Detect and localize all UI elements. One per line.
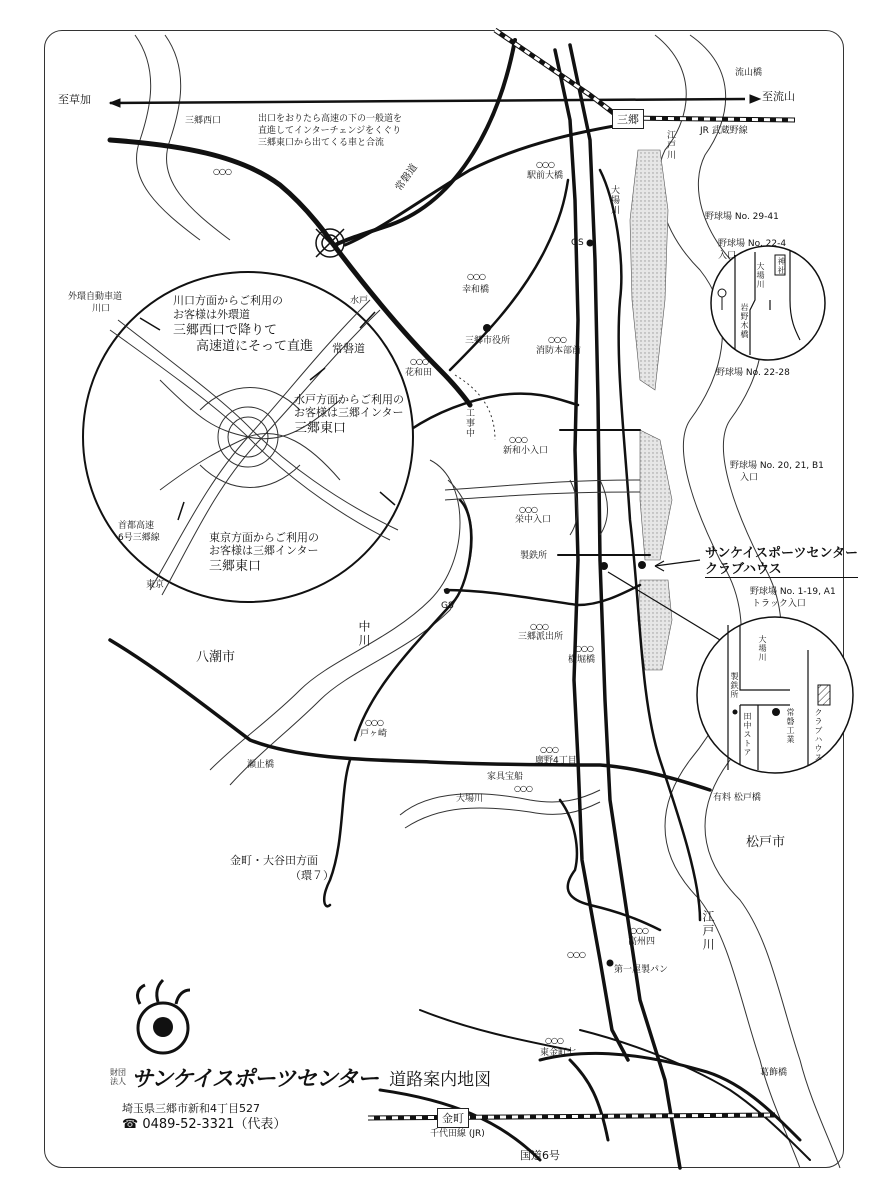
city-hall-label: 三郷市役所: [465, 336, 511, 346]
top-road: [110, 95, 760, 107]
station-misato: 三郷: [612, 109, 644, 129]
from-tokyo-3: 三郷東口: [209, 559, 262, 574]
tanaka-store-label: 田中ストア: [743, 712, 752, 757]
steel-works-label: 製鉄所: [520, 551, 548, 561]
from-mito-1: 水戸方面からご利用の: [294, 393, 404, 406]
title-block: [110, 1062, 491, 1093]
field-22-4-entry: 入口: [718, 251, 737, 261]
direction-soka: 至草加: [58, 93, 91, 106]
kanamachi-ring-label: （環７）: [290, 869, 334, 882]
todasaki-label: 戸ヶ崎: [360, 729, 388, 739]
main-roads: [110, 40, 810, 1168]
sports-center-callout: [705, 546, 858, 578]
hanawada-label: 花和田: [405, 368, 433, 378]
inset-kawaguchi: 川口: [92, 304, 111, 314]
misato-nishi-label: 三郷西口: [185, 116, 222, 126]
exit-note-1: 出口をおりたら高速の下の一般道を: [258, 114, 403, 124]
field-20-21-entry: 入口: [740, 473, 759, 483]
inset-gaikan: 外環自動車道: [68, 292, 123, 302]
okaba-river-label: 大場川: [456, 794, 484, 804]
clubhouse-label: クラブハウス: [814, 708, 823, 762]
foundation-label: [110, 1069, 126, 1087]
central-canal: [445, 480, 640, 535]
shrine-label: 神社: [777, 257, 786, 275]
sekitome-bridge-label: 瀬止橋: [247, 760, 275, 770]
yokobori-bridge-label: 横堀橋: [568, 655, 596, 665]
phone: ☎ 0489-52-3321（代表）: [122, 1117, 287, 1132]
shrine-inset-okaba: 大場川: [756, 262, 765, 289]
field-1-19: 野球場 No. 1-19, A1: [750, 587, 836, 597]
construction-label: 工事中: [464, 408, 474, 438]
field-29-41: 野球場 No. 29-41: [705, 212, 779, 222]
gs-label-1: GS: [571, 238, 584, 248]
matsudo-bridge-label: 有料 松戸橋: [713, 793, 761, 803]
shinwa-entry-label: 新和小入口: [503, 446, 549, 456]
field-22-28: 野球場 No. 22-28: [716, 368, 790, 378]
yashio-city-label: 八潮市: [196, 650, 236, 665]
hiroya-label: 廣野4丁目: [535, 756, 577, 766]
route6-label: 国道6号: [520, 1149, 560, 1162]
from-kawaguchi-2: お客様は外環道: [173, 308, 250, 321]
clubhouse-inset: [697, 617, 853, 773]
inset-joban: 常磐道: [332, 342, 365, 355]
from-kawaguchi-4: 高速道にそって直進: [196, 339, 314, 354]
ekimae-bridge-label: 駅前大橋: [527, 171, 564, 181]
map-title: 道路案内地図: [389, 1070, 492, 1090]
misato-police-label: 三郷派出所: [518, 632, 564, 642]
from-tokyo-2: お客様は三郷インター: [209, 544, 319, 557]
logo: [138, 980, 190, 1053]
direction-nagareyama: 至流山: [762, 90, 795, 103]
nagareyama-bridge-label: 流山橋: [735, 68, 763, 78]
clubhouse-inset-steel: 製鉄所: [730, 672, 739, 699]
okaba-river: [400, 790, 600, 828]
chiyoda-railway: [368, 1115, 775, 1118]
field-22-4: 野球場 No. 22-4: [718, 239, 787, 249]
from-kawaguchi-3: 三郷西口で降りて: [173, 323, 278, 338]
kanamachi-direction-label: 金町・大谷田方面: [230, 854, 318, 867]
kuzusaka-bridge-label: 葛飾橋: [760, 1068, 788, 1078]
furniture-store-label: 家具宝船: [487, 772, 524, 782]
edogawa-top-label: 江戸川: [665, 130, 675, 160]
matsudo-city-label: 松戸市: [746, 835, 786, 850]
fire-dept-label: 消防本部前: [536, 346, 582, 356]
okaba-river-vertical: 大場川: [609, 185, 619, 215]
inset-mito: 水戸: [350, 296, 369, 306]
inset-shuto-2: 6号三郷線: [118, 533, 160, 543]
from-kawaguchi-1: 川口方面からご利用の: [173, 294, 283, 307]
railway-chiyoda-label: 千代田線 (JR): [430, 1129, 485, 1139]
shrine-inset: [711, 246, 825, 360]
inset-tokyo: 東京: [146, 580, 165, 590]
from-mito-3: 三郷東口: [294, 421, 347, 436]
sakae-entry-label: 栄中入口: [515, 515, 552, 525]
daiichi-pan-label: 第一屋製パン: [614, 965, 669, 975]
foundation-line-2: 法人: [110, 1076, 126, 1086]
address: 埼玉県三郷市新和4丁目527: [122, 1102, 260, 1115]
exit-note-3: 三郷東口から出てくる車と合流: [258, 138, 385, 148]
from-tokyo-1: 東京方面からご利用の: [209, 531, 319, 544]
station-kanamachi: 金町: [437, 1108, 469, 1128]
edogawa-bottom-label: 江戸川: [701, 910, 715, 952]
joban-kogyo-label: 常磐工業: [786, 708, 795, 744]
higashi-kanamachi-label: 東金町七: [540, 1048, 577, 1058]
kowa-bridge-label: 幸和橋: [462, 285, 490, 295]
field-1-19-entry: トラック入口: [752, 599, 806, 609]
joban-label: 常磐道: [393, 162, 420, 194]
nakagawa-label: 中川: [357, 620, 371, 648]
callout-line-2: クラブハウス: [705, 561, 782, 577]
railway-musashino-label: JR 武蔵野線: [700, 126, 748, 136]
foundation-line-1: 財団: [110, 1067, 126, 1077]
exit-note-2: 直進してインターチェンジをくぐり: [258, 126, 402, 136]
iwano-bridge-label: 岩野木橋: [740, 303, 749, 339]
gs-label-2: GS: [441, 601, 454, 611]
field-20-21: 野球場 No. 20, 21, B1: [730, 461, 824, 471]
clubhouse-inset-okaba: 大場川: [758, 635, 767, 662]
inset-shuto-1: 首都高速: [118, 521, 155, 531]
from-mito-2: お客様は三郷インター: [294, 406, 404, 419]
edogawa-river: [655, 35, 840, 1168]
callout-line-1: サンケイスポーツセンター: [705, 546, 859, 561]
org-name: サンケイスポーツセンター: [131, 1067, 379, 1092]
takasu-label: 高州四: [628, 937, 656, 947]
